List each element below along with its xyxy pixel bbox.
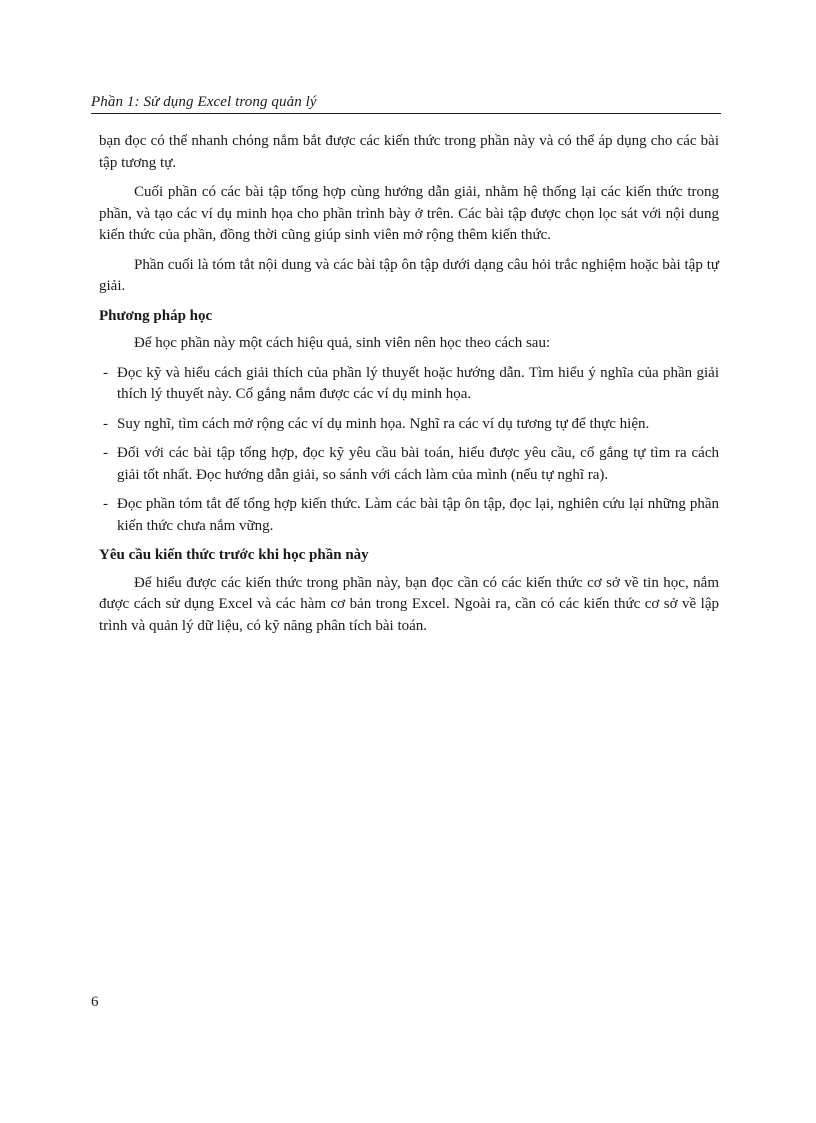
paragraph-continuation: bạn đọc có thể nhanh chóng nắm bắt được các kiến thức trong phần này và có thể áp dụng cho các bài tập tương tự.: [99, 133, 719, 171]
list-item-text: Đối với các bài tập tổng hợp, đọc kỹ yêu cầu bài toán, hiểu được yêu cầu, cố gắng tự tìm ra cách giải tốt nhất. Đọc hướng dẫn giải, so sánh với cách làm của mình (nếu tự nghĩ ra).: [117, 445, 719, 483]
list-item-text: Suy nghĩ, tìm cách mở rộng các ví dụ minh họa. Nghĩ ra các ví dụ tương tự để thực hiện.: [117, 415, 650, 432]
list-item-text: Đọc phần tóm tắt để tổng hợp kiến thức. Làm các bài tập ôn tập, đọc lại, nghiên cứu lại những phần kiến thức chưa nắm vững.: [117, 496, 719, 534]
paragraph-summary: Phần cuối là tóm tắt nội dung và các bài tập ôn tập dưới dạng câu hỏi trắc nghiệm hoặc bài tập tự giải.: [99, 256, 719, 294]
method-section-intro: Để học phần này một cách hiệu quả, sinh viên nên học theo cách sau:: [134, 335, 551, 351]
method-section-heading: Phương pháp học: [99, 307, 213, 324]
list-item: [99, 414, 719, 436]
prereq-section-heading: Yêu cầu kiến thức trước khi học phần này: [99, 547, 369, 563]
page-content: [99, 131, 719, 645]
paragraph-exercises: Cuối phần có các bài tập tổng hợp cùng hướng dẫn giải, nhằm hệ thống lại các kiến thức trong phần, và tạo các ví dụ minh họa cho phần trình bày ở trên. Các bài tập được chọn lọc sát với nội dung kiến thức của phần, đồng thời cũng giúp sinh viên mở rộng thêm kiến thức.: [99, 184, 719, 243]
list-item: [99, 443, 719, 486]
list-dash: -: [103, 496, 108, 512]
running-header-title: Phần 1: Sử dụng Excel trong quản lý: [91, 94, 317, 110]
method-list: [99, 363, 719, 538]
list-item: [99, 363, 719, 406]
list-item-text: Đọc kỹ và hiểu cách giải thích của phần lý thuyết hoặc hướng dẫn. Tìm hiểu ý nghĩa của phần giải thích lý thuyết này. Cố gắng nắm được các ví dụ minh họa.: [117, 364, 719, 402]
list-dash: -: [103, 445, 108, 461]
header-rule: [91, 113, 721, 114]
list-dash: -: [103, 415, 108, 432]
page-number: 6: [91, 994, 99, 1010]
list-dash: -: [103, 364, 108, 381]
list-item: [99, 494, 719, 537]
prereq-section-text: Để hiểu được các kiến thức trong phần này, bạn đọc cần có các kiến thức cơ sở về tin học, nắm được cách sử dụng Excel và các hàm cơ bản trong Excel. Ngoài ra, cần có các kiến thức cơ sở về lập trình và quản lý dữ liệu, có kỹ năng phân tích bài toán.: [99, 574, 719, 634]
